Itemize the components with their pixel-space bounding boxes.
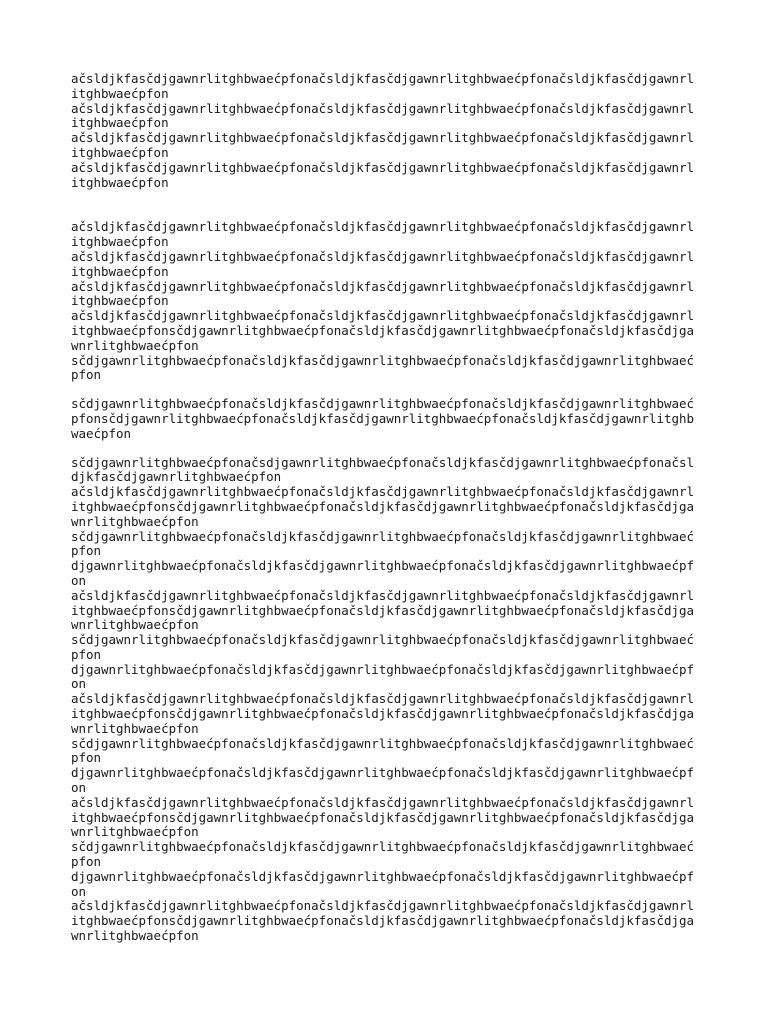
paragraph-spacer <box>71 442 701 456</box>
text-line: wnrlitghbwaećpfon <box>71 617 199 633</box>
text-line: djgawnrlitghbwaećpfonačsldjkfasčdjgawnrlitghbwaećpfonačsldjkfasčdjgawnrlitghbwaećpf <box>71 661 694 677</box>
text-line: wnrlitghbwaećpfon <box>71 824 199 840</box>
text-line: ačsldjkfasčdjgawnrlitghbwaećpfonačsldjkfasčdjgawnrlitghbwaećpfonačsldjkfasčdjgawnrl <box>71 691 694 707</box>
text-line: itghbwaećpfon <box>71 115 169 131</box>
text-line: sčdjgawnrlitghbwaećpfonačsldjkfasčdjgawnrlitghbwaećpfonačsldjkfasčdjgawnrlitghbwaeć <box>71 839 694 855</box>
text-line: ačsldjkfasčdjgawnrlitghbwaećpfonačsldjkfasčdjgawnrlitghbwaećpfonačsldjkfasčdjgawnrl <box>71 278 694 294</box>
text-line: itghbwaećpfon <box>71 174 169 190</box>
paragraph-spacer <box>71 190 701 220</box>
text-line: pfon <box>71 750 102 766</box>
text-line: pfon <box>71 543 102 559</box>
text-line: itghbwaećpfonsčdjgawnrlitghbwaećpfonačsldjkfasčdjgawnrlitghbwaećpfonačsldjkfasčdjga <box>71 913 694 929</box>
text-line: sčdjgawnrlitghbwaećpfonačsldjkfasčdjgawnrlitghbwaećpfonačsldjkfasčdjgawnrlitghbwaeć <box>71 396 694 412</box>
paragraph-block-3 <box>71 397 701 441</box>
text-line: sčdjgawnrlitghbwaećpfonačsldjkfasčdjgawnrlitghbwaećpfonačsldjkfasčdjgawnrlitghbwaeć <box>71 528 694 544</box>
text-line: ačsldjkfasčdjgawnrlitghbwaećpfonačsldjkfasčdjgawnrlitghbwaećpfonačsldjkfasčdjgawnrl <box>71 794 694 810</box>
text-line: sčdjgawnrlitghbwaećpfonačsldjkfasčdjgawnrlitghbwaećpfonačsldjkfasčdjgawnrlitghbwaeć <box>71 735 694 751</box>
text-line: pfonsčdjgawnrlitghbwaećpfonačsldjkfasčdjgawnrlitghbwaećpfonačsldjkfasčdjgawnrlitghb <box>71 410 694 426</box>
text-line: waećpfon <box>71 425 132 441</box>
text-line: djgawnrlitghbwaećpfonačsldjkfasčdjgawnrlitghbwaećpfonačsldjkfasčdjgawnrlitghbwaećpf <box>71 558 694 574</box>
text-line: itghbwaećpfonsčdjgawnrlitghbwaećpfonačsldjkfasčdjgawnrlitghbwaećpfonačsldjkfasčdjga <box>71 706 694 722</box>
text-line: wnrlitghbwaećpfon <box>71 928 199 944</box>
text-line: pfon <box>71 854 102 870</box>
text-line: djkfasčdjgawnrlitghbwaećpfon <box>71 469 282 485</box>
text-line: on <box>71 780 87 796</box>
text-line: itghbwaećpfonsčdjgawnrlitghbwaećpfonačsldjkfasčdjgawnrlitghbwaećpfonačsldjkfasčdjga <box>71 498 694 514</box>
text-line: ačsldjkfasčdjgawnrlitghbwaećpfonačsldjkfasčdjgawnrlitghbwaećpfonačsldjkfasčdjgawnrl <box>71 587 694 603</box>
text-line: ačsldjkfasčdjgawnrlitghbwaećpfonačsldjkfasčdjgawnrlitghbwaećpfonačsldjkfasčdjgawnrl <box>71 100 694 116</box>
paragraph-block-1 <box>71 72 701 190</box>
text-line: on <box>71 676 87 692</box>
text-line: on <box>71 883 87 899</box>
text-line: itghbwaećpfon <box>71 85 169 101</box>
text-line: pfon <box>71 367 102 383</box>
text-line: itghbwaećpfonsčdjgawnrlitghbwaećpfonačsldjkfasčdjgawnrlitghbwaećpfonačsldjkfasčdjga <box>71 322 694 338</box>
text-line: itghbwaećpfon <box>71 293 169 309</box>
text-line: pfon <box>71 646 102 662</box>
text-line: sčdjgawnrlitghbwaećpfonačsldjkfasčdjgawnrlitghbwaećpfonačsldjkfasčdjgawnrlitghbwaeć <box>71 352 694 368</box>
text-line: djgawnrlitghbwaećpfonačsldjkfasčdjgawnrlitghbwaećpfonačsldjkfasčdjgawnrlitghbwaećpf <box>71 765 694 781</box>
document-page <box>71 72 701 944</box>
paragraph-block-4 <box>71 456 701 944</box>
paragraph-spacer <box>71 383 701 397</box>
text-line: ačsldjkfasčdjgawnrlitghbwaećpfonačsldjkfasčdjgawnrlitghbwaećpfonačsldjkfasčdjgawnrl <box>71 248 694 264</box>
text-line: ačsldjkfasčdjgawnrlitghbwaećpfonačsldjkfasčdjgawnrlitghbwaećpfonačsldjkfasčdjgawnrl <box>71 159 694 175</box>
text-line: on <box>71 572 87 588</box>
text-line: itghbwaećpfon <box>71 144 169 160</box>
text-line: ačsldjkfasčdjgawnrlitghbwaećpfonačsldjkfasčdjgawnrlitghbwaećpfonačsldjkfasčdjgawnrl <box>71 219 694 235</box>
text-line: djgawnrlitghbwaećpfonačsldjkfasčdjgawnrlitghbwaećpfonačsldjkfasčdjgawnrlitghbwaećpf <box>71 868 694 884</box>
text-line: ačsldjkfasčdjgawnrlitghbwaećpfonačsldjkfasčdjgawnrlitghbwaećpfonačsldjkfasčdjgawnrl <box>71 484 694 500</box>
paragraph-block-2 <box>71 220 701 383</box>
text-line: wnrlitghbwaećpfon <box>71 513 199 529</box>
text-line: itghbwaećpfon <box>71 263 169 279</box>
text-line: sčdjgawnrlitghbwaećpfonačsdjgawnrlitghbwaećpfonačsldjkfasčdjgawnrlitghbwaećpfonačsl <box>71 454 694 470</box>
text-line: itghbwaećpfon <box>71 234 169 250</box>
text-line: ačsldjkfasčdjgawnrlitghbwaećpfonačsldjkfasčdjgawnrlitghbwaećpfonačsldjkfasčdjgawnrl <box>71 308 694 324</box>
text-line: wnrlitghbwaećpfon <box>71 337 199 353</box>
text-line: ačsldjkfasčdjgawnrlitghbwaećpfonačsldjkfasčdjgawnrlitghbwaećpfonačsldjkfasčdjgawnrl <box>71 130 694 146</box>
text-line: ačsldjkfasčdjgawnrlitghbwaećpfonačsldjkfasčdjgawnrlitghbwaećpfonačsldjkfasčdjgawnrl <box>71 71 694 86</box>
text-line: wnrlitghbwaećpfon <box>71 720 199 736</box>
text-line: itghbwaećpfonsčdjgawnrlitghbwaećpfonačsldjkfasčdjgawnrlitghbwaećpfonačsldjkfasčdjga <box>71 809 694 825</box>
text-line: itghbwaećpfonsčdjgawnrlitghbwaećpfonačsldjkfasčdjgawnrlitghbwaećpfonačsldjkfasčdjga <box>71 602 694 618</box>
text-line: sčdjgawnrlitghbwaećpfonačsldjkfasčdjgawnrlitghbwaećpfonačsldjkfasčdjgawnrlitghbwaeć <box>71 632 694 648</box>
text-line: ačsldjkfasčdjgawnrlitghbwaećpfonačsldjkfasčdjgawnrlitghbwaećpfonačsldjkfasčdjgawnrl <box>71 898 694 914</box>
